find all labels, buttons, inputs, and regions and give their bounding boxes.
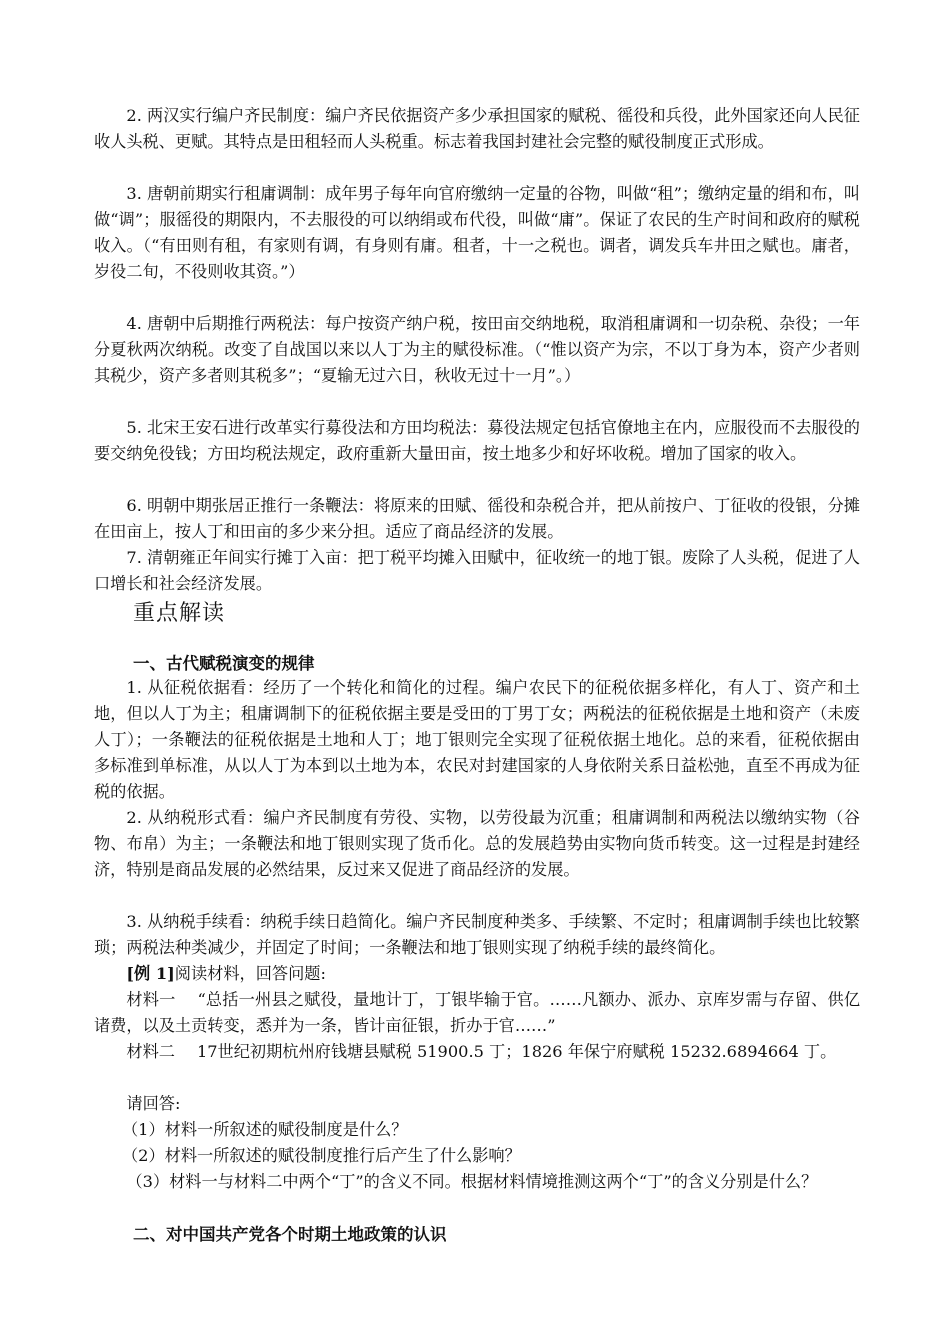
question-2: （2）材料一所叙述的赋役制度推行后产生了什么影响？: [122, 1146, 521, 1165]
subsection-title-1: 一、古代赋税演变的规律: [133, 654, 315, 673]
material-one: [94, 987, 860, 1039]
example-instruction: 阅读材料，回答问题:: [174, 964, 326, 983]
paragraph-item-4: 4. 唐朝中后期推行两税法：每户按资产纳户税，按田亩交纳地税，取消租庸调和一切杂税、杂役；一年分夏秋两次纳税。改变了自战国以来以人丁为主的赋役标准。（“惟以资产为宗，不以丁身为本，资产少者则其税少，资产多者则其税多”；“夏输无过六日，秋收无过十一月”。）: [94, 314, 860, 385]
paragraph-item-6: 6. 明朝中期张居正推行一条鞭法：将原来的田赋、徭役和杂税合并，把从前按户、丁征收的役银，分摊在田亩上，按人丁和田亩的多少来分担。适应了商品经济的发展。: [94, 496, 860, 541]
paragraph-item-2: 2. 两汉实行编户齐民制度：编户齐民依据资产多少承担国家的赋税、徭役和兵役，此外国家还向人民征收人头税、更赋。其特点是田租轻而人头税重。标志着我国封建社会完整的赋役制度正式形成。: [94, 106, 860, 151]
example-intro: [94, 961, 860, 987]
material-two-text: 17世纪初期杭州府钱塘县赋税 51900.5 丁；1826 年保宁府赋税 15232.6894664 丁。: [196, 1042, 837, 1061]
material-two-label: 材料二: [126, 1042, 175, 1061]
subsection-title-2: 二、对中国共产党各个时期土地政策的认识: [133, 1225, 447, 1244]
material-two: [94, 1039, 860, 1065]
paragraph-procedure: 3. 从纳税手续看：纳税手续日趋简化。编户齐民制度种类多、手续繁、不定时；租庸调制手续也比较繁琐；两税法种类减少，并固定了时间；一条鞭法和地丁银则实现了纳税手续的最终简化。: [94, 912, 860, 957]
material-one-text: “总括一州县之赋役，量地计丁，丁银毕输于官。……凡额办、派办、京库岁需与存留、供亿诸费，以及土贡转变，悉并为一条，皆计亩征银，折办于官……”: [94, 990, 861, 1035]
question-prompt: 请回答:: [126, 1094, 181, 1113]
section-title: 重点解读: [133, 601, 226, 626]
paragraph-item-7: 7. 清朝雍正年间实行摊丁入亩：把丁税平均摊入田赋中，征收统一的地丁银。废除了人头税，促进了人口增长和社会经济发展。: [94, 548, 860, 593]
paragraph-item-5: 5. 北宋王安石进行改革实行募役法和方田均税法：募役法规定包括官僚地主在内，应服役而不去服役的要交纳免役钱；方田均税法规定，政府重新大量田亩，按土地多少和好坏收税。增加了国家的收入。: [94, 418, 860, 463]
material-one-label: 材料一: [126, 990, 176, 1009]
paragraph-basis: 1. 从征税依据看：经历了一个转化和简化的过程。编户农民下的征税依据多样化，有人丁、资产和土地，但以人丁为主；租庸调制下的征税依据主要是受田的丁男丁女；两税法的征税依据是土地和资产（未废人丁）；一条鞭法的征税依据是土地和人丁；地丁银则完全实现了征税依据土地化。总的来看，征税依据由多标准到单标准，从以人丁为本到以土地为本，农民对封建国家的人身依附关系日益松弛，直至不再成为征税的依据。: [94, 678, 860, 801]
paragraph-form: 2. 从纳税形式看：编户齐民制度有劳役、实物，以劳役最为沉重；租庸调制和两税法以缴纳实物（谷物、布帛）为主；一条鞭法和地丁银则实现了货币化。总的发展趋势由实物向货币转变。这一过程是封建经济，特别是商品发展的必然结果，反过来又促进了商品经济的发展。: [94, 808, 860, 879]
paragraph-item-3: 3. 唐朝前期实行租庸调制：成年男子每年向官府缴纳一定量的谷物，叫做“租”；缴纳定量的绢和布，叫做“调”；服徭役的期限内，不去服役的可以纳绢或布代役，叫做“庸”。保证了农民的生产时间和政府的赋税收入。（“有田则有租，有家则有调，有身则有庸。租者，十一之税也。调者，调发兵车井田之赋也。庸者，岁役二旬，不役则收其资。”）: [94, 184, 860, 281]
example-label: [例 1]: [126, 964, 175, 983]
question-3: （3）材料一与材料二中两个“丁”的含义不同。根据材料情境推测这两个“丁”的含义分别是什么？: [126, 1172, 818, 1191]
question-1: （1）材料一所叙述的赋役制度是什么？: [122, 1120, 408, 1139]
